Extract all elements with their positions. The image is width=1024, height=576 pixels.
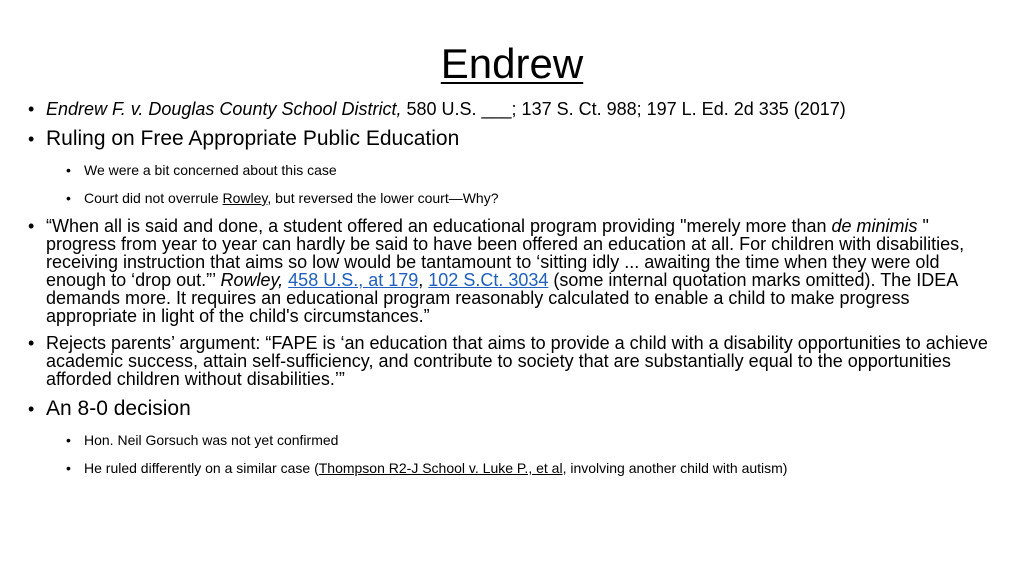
bullet-rejects-parents — [26, 334, 1001, 388]
bullet-list — [26, 100, 1001, 487]
rowley-cite: Rowley, — [220, 270, 284, 290]
decision-sublist — [46, 431, 1001, 477]
quote-text: “When all is said and done, a student offered an educational program providing "merely more than — [46, 216, 832, 236]
ruling-text: Ruling on Free Appropriate Public Education — [46, 127, 460, 150]
sub-bullet-gorsuch — [46, 431, 1001, 449]
bullet-dot: • — [28, 333, 35, 353]
bullet-ruling — [26, 127, 1001, 207]
sub-bullet-text: Court did not overrule — [84, 190, 223, 206]
bullet-dot: • — [28, 99, 35, 119]
sub-bullet-text: He ruled differently on a similar case ( — [84, 460, 319, 476]
case-citation: 580 U.S. ___; 137 S. Ct. 988; 197 L. Ed. 2d 335 (2017) — [401, 99, 846, 119]
link-102-sct[interactable]: 102 S.Ct. 3034 — [428, 270, 549, 290]
rejects-text: Rejects parents’ argument: “FAPE is ‘an education that aims to provide a child with a disability opportunities to achieve academic success, attain self-sufficiency, and contribute to society that are substantially equal to the opportunities afforded children without disabilities.’” — [46, 333, 988, 389]
bullet-dot: • — [66, 460, 71, 476]
quote-text: " progress from year to year can hardly be said to have been offered an education at all. For children with disabilities, receiving instruction that aims so low would be tantamount to ‘sitting idly ... awaiting the time when they were old enough to ‘drop out.”’ — [46, 216, 965, 290]
quote-text: (some internal quotation marks omitted). The IDEA demands more. It requires an educational program reasonably calculated to enable a child to make progress appropriate in light of the child's circumstances.” — [46, 270, 958, 326]
bullet-quote — [26, 217, 1001, 325]
slide-title: Endrew — [440, 40, 584, 87]
de-minimis: de minimis — [831, 216, 918, 236]
thompson-case-underlined: Thompson R2-J School v. Luke P., et al — [318, 460, 563, 476]
bullet-dot: • — [28, 216, 35, 236]
link-458-us[interactable]: 458 U.S., at 179 — [288, 270, 419, 290]
sub-bullet-thompson — [46, 459, 1001, 477]
bullet-dot: • — [66, 190, 71, 206]
rowley-underlined: Rowley — [222, 190, 268, 206]
bullet-dot: • — [66, 162, 71, 178]
sub-bullet-text: We were a bit concerned about this case — [84, 162, 337, 178]
bullet-case-citation — [26, 100, 1001, 118]
sub-bullet-text: , but reversed the lower court—Why? — [267, 190, 499, 206]
decision-text: An 8-0 decision — [46, 397, 191, 420]
ruling-sublist — [46, 161, 1001, 207]
bullet-dot: • — [28, 129, 35, 149]
sub-bullet-text: Hon. Neil Gorsuch was not yet confirmed — [84, 432, 339, 448]
bullet-dot: • — [28, 399, 35, 419]
case-name: Endrew F. v. Douglas County School District, — [46, 99, 402, 119]
sub-bullet-text: , involving another child with autism) — [562, 460, 788, 476]
sub-bullet-rowley — [46, 189, 1001, 207]
bullet-decision — [26, 397, 1001, 477]
bullet-dot: • — [66, 432, 71, 448]
sub-bullet-concerned — [46, 161, 1001, 179]
separator: , — [418, 270, 429, 290]
